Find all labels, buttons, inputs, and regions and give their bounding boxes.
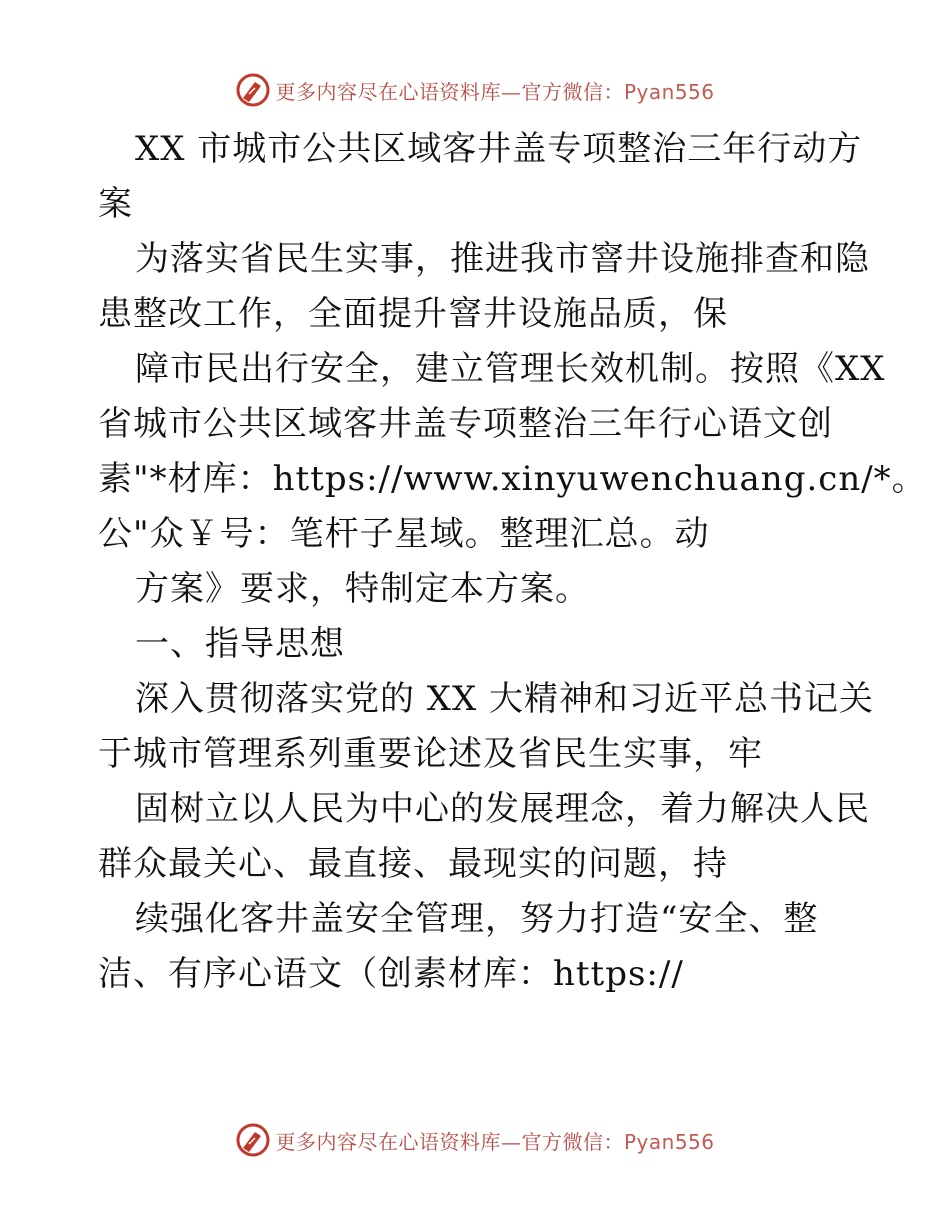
banner-left-text: 更多内容尽在心语资料库 bbox=[275, 79, 501, 104]
header-banner bbox=[0, 70, 950, 110]
text-line: 于城市管理系列重要论述及省民生实事，牢 bbox=[98, 734, 763, 774]
text-line: 案 bbox=[98, 184, 133, 224]
fountain-pen-logo-icon bbox=[235, 72, 271, 108]
banner-dash: — bbox=[500, 79, 522, 104]
text-line: 群众最关心、最直接、最现实的问题，持 bbox=[98, 844, 728, 884]
text-line: 公"众￥号：笔杆子星域。整理汇总。动 bbox=[98, 514, 710, 554]
text-line: 省城市公共区域客井盖专项整治三年行心语文创 bbox=[98, 404, 833, 444]
banner-right-text: 官方微信： bbox=[521, 1129, 624, 1154]
text-line: 为落实省民生实事，推进我市窨井设施排查和隐 bbox=[135, 239, 870, 279]
text-line: 续强化客井盖安全管理，努力打造“安全、整 bbox=[135, 899, 819, 939]
banner-left-text: 更多内容尽在心语资料库 bbox=[275, 1129, 501, 1154]
text-line: 方案》要求，特制定本方案。 bbox=[135, 569, 590, 609]
text-line: 固树立以人民为中心的发展理念，着力解决人民 bbox=[135, 789, 870, 829]
fountain-pen-logo-icon bbox=[235, 1122, 271, 1158]
document-body bbox=[98, 122, 927, 1002]
text-line: XX 市城市公共区域客井盖专项整治三年行动方 bbox=[135, 129, 863, 169]
text-line: 一、指导思想 bbox=[135, 624, 345, 664]
banner-wechat-id: Pyan556 bbox=[623, 79, 715, 104]
banner-text bbox=[275, 76, 714, 105]
banner-text bbox=[275, 1126, 714, 1155]
text-line: 患整改工作，全面提升窨井设施品质，保 bbox=[98, 294, 728, 334]
text-line: 洁、有序心语文（创素材库：https:// bbox=[98, 954, 684, 994]
text-line: 素"*材库：https://www.xinyuwenchuang.cn/*。 bbox=[98, 459, 927, 499]
footer-banner bbox=[0, 1120, 950, 1160]
banner-wechat-id: Pyan556 bbox=[623, 1129, 715, 1154]
text-line: 障市民出行安全，建立管理长效机制。按照《XX bbox=[135, 349, 886, 389]
banner-dash: — bbox=[500, 1129, 522, 1154]
banner-right-text: 官方微信： bbox=[521, 79, 624, 104]
text-line: 深入贯彻落实党的 XX 大精神和习近平总书记关 bbox=[135, 679, 875, 719]
